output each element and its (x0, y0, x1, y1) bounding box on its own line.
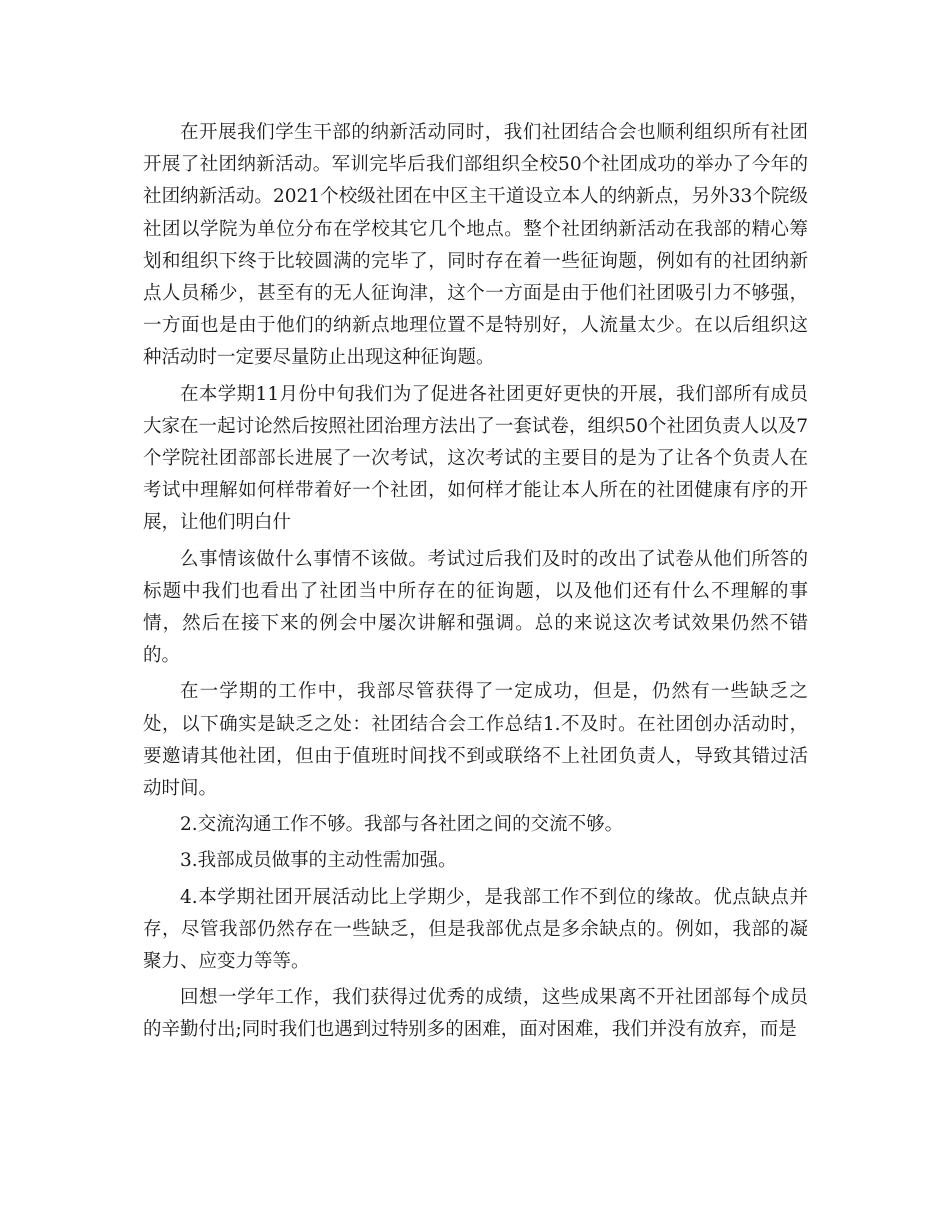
paragraph-point-2: 2.交流沟通工作不够。我部与各社团之间的交流不够。 (180, 814, 624, 836)
paragraph-review: 回想一学年工作，我们获得过优秀的成绩，这些成果离不开社团部每个成员的辛勤付出;同时我们也遇到过特别多的困难，面对困难，我们并没有放弃，而是 (143, 987, 808, 1041)
paragraph-point-3: 3.我部成员做事的主动性需加强。 (180, 850, 457, 872)
paragraph-point-4: 4.本学期社团开展活动比上学期少，是我部工作不到位的缘故。优点缺点并存，尽管我部仍然存在一些缺乏，但是我部优点是多余缺点的。例如，我部的凝聚力、应变力等等。 (143, 886, 808, 973)
paragraph-recruitment: 在开展我们学生干部的纳新活动同时，我们社团结合会也顺利组织所有社团开展了社团纳新活动。军训完毕后我们部组织全校50个社团成功的举办了今年的社团纳新活动。2021个校级社团在中区主干道设立本人的纳新点，另外33个院级社团以学院为单位分布在学校其它几个地点。整个社团纳新活动在我部的精心筹划和组织下终于比较圆满的完毕了，同时存在着一些征询题，例如有的社团纳新点人员稀少，甚至有的无人征询津，这个一方面是由于他们社团吸引力不够强，一方面也是由于他们的纳新点地理位置不是特别好，人流量太少。在以后组织这种活动时一定要尽量防止出现这种征询题。 (143, 122, 808, 369)
paragraph-exam-result: 么事情该做什么事情不该做。考试过后我们及时的改出了试卷从他们所答的标题中我们也看出了社团当中所存在的征询题，以及他们还有什么不理解的事情，然后在接下来的例会中屡次讲解和强调。总的来说这次考试效果仍然不错的。 (143, 548, 808, 667)
paragraph-shortcomings: 在一学期的工作中，我部尽管获得了一定成功，但是，仍然有一些缺乏之处，以下确实是缺乏之处：社团结合会工作总结1.不及时。在社团创办活动时，要邀请其他社团，但由于值班时间找不到或联络不上社团负责人，导致其错过活动时间。 (143, 681, 808, 800)
paragraph-exam: 在本学期11月份中旬我们为了促进各社团更好更快的开展，我们部所有成员大家在一起讨论然后按照社团治理方法出了一套试卷，组织50个社团负责人以及7个学院社团部部长进展了一次考试，这次考试的主要目的是为了让各个负责人在考试中理解如何样带着好一个社团，如何样才能让本人所在的社团健康有序的开展，让他们明白什 (143, 383, 808, 534)
document-body (143, 117, 808, 1051)
